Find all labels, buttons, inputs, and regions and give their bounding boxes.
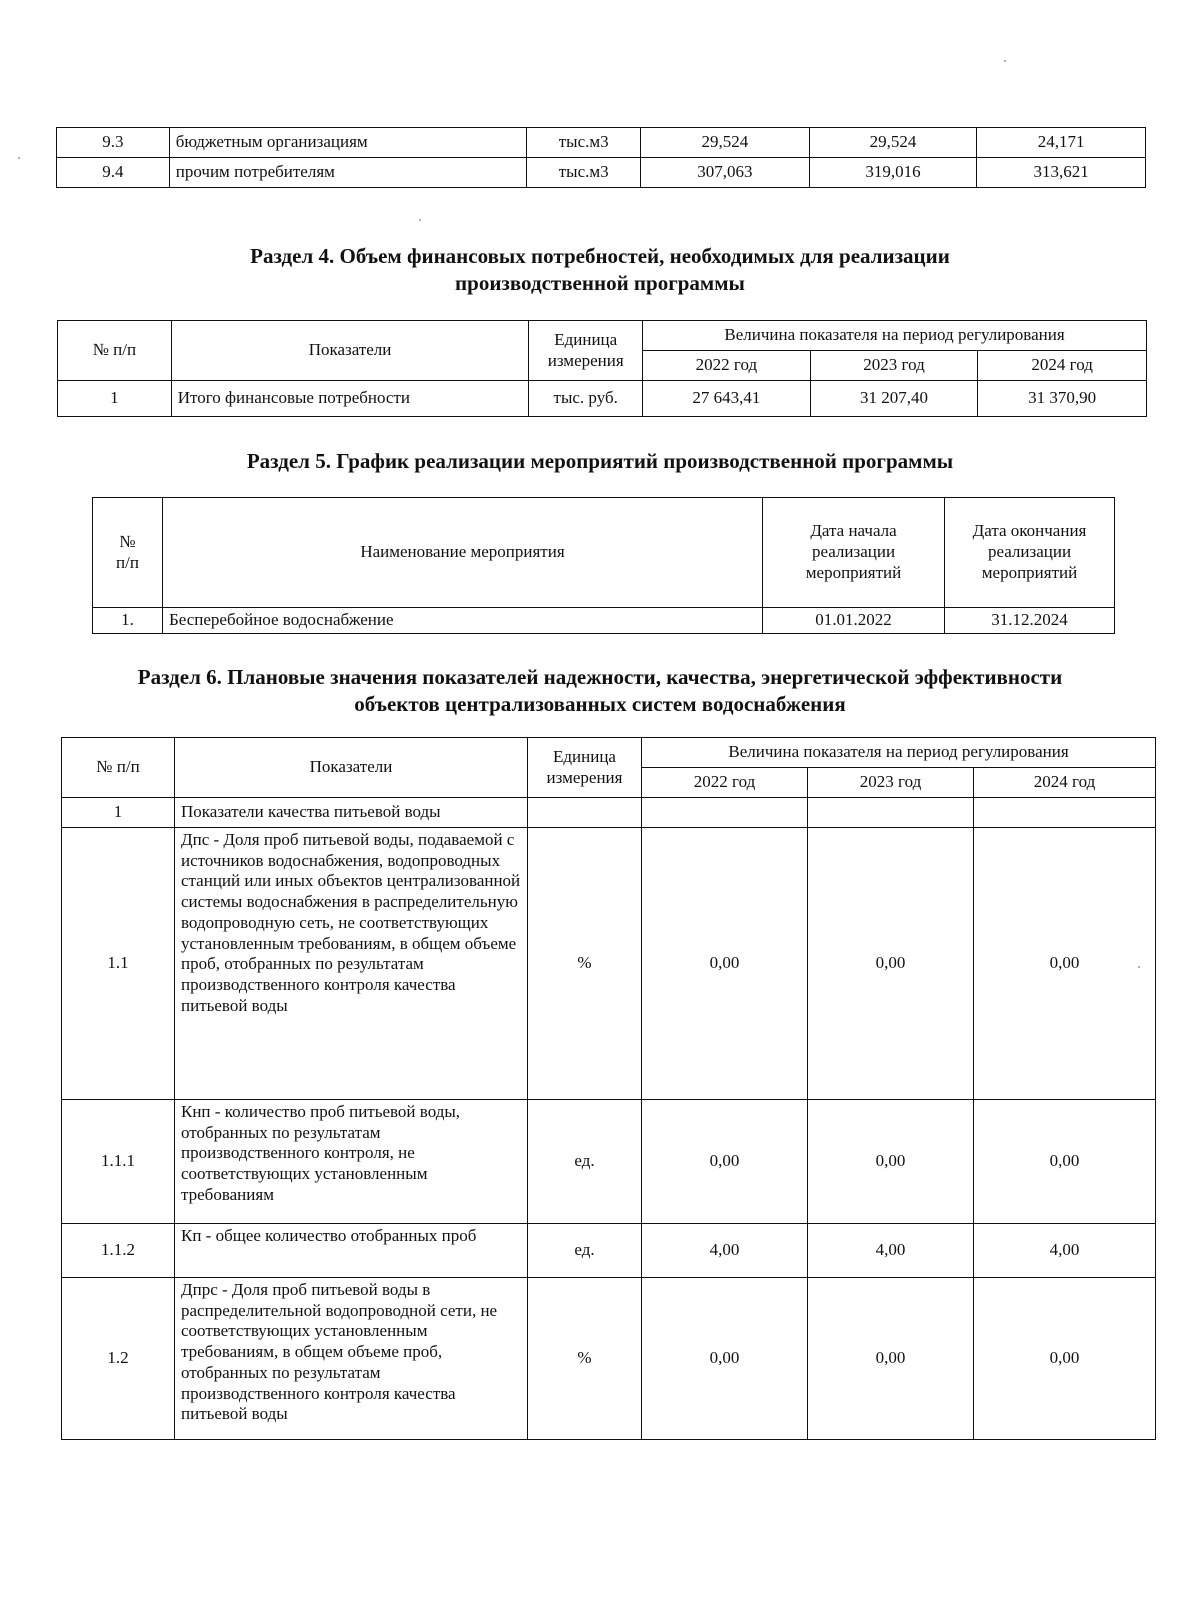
value-2024: 24,171 xyxy=(977,128,1146,158)
value-2022: 27 643,41 xyxy=(643,381,811,417)
header-row xyxy=(93,498,1115,608)
header-period: Величина показателя на период регулирования xyxy=(642,738,1156,768)
section4-title xyxy=(0,243,1200,297)
header-period: Величина показателя на период регулирования xyxy=(643,321,1147,351)
row-number: 1.1.2 xyxy=(62,1224,175,1278)
table-row xyxy=(57,158,1146,188)
row-name: Кнп - количество проб питьевой воды, отобранных по результатам производственного контроля, не соответствующих установленным требованиям xyxy=(175,1100,528,1224)
header-year-2023: 2023 год xyxy=(810,351,978,381)
row-number: 1.1.1 xyxy=(62,1100,175,1224)
scan-speck xyxy=(1004,60,1006,62)
value-2024: 0,00 xyxy=(974,828,1156,1100)
section5-table-block xyxy=(92,497,1115,634)
consumers-table-block xyxy=(56,127,1146,188)
section6-title-line2: объектов централизованных систем водоснабжения xyxy=(354,692,846,716)
row-name: Дпс - Доля проб питьевой воды, подаваемой с источников водоснабжения, водопроводных станций или иных объектов централизованной системы водоснабжения в распределительную водопроводную сеть, не соответствующих установленным требованиям, в общем объеме проб, отобранных по результатам производственного контроля качества питьевой воды xyxy=(175,828,528,1100)
value-2024: 4,00 xyxy=(974,1224,1156,1278)
table-row xyxy=(93,608,1115,634)
table-row xyxy=(62,1278,1156,1440)
header-year-2022: 2022 год xyxy=(642,768,808,798)
table-row xyxy=(57,128,1146,158)
value-2023: 0,00 xyxy=(808,828,974,1100)
row-unit: ед. xyxy=(528,1224,642,1278)
row-unit: тыс. руб. xyxy=(529,381,643,417)
table-row xyxy=(58,381,1147,417)
value-2023: 319,016 xyxy=(809,158,977,188)
row-unit: % xyxy=(528,828,642,1100)
header-num: № п/п xyxy=(58,321,172,381)
row-number: 1. xyxy=(93,608,163,634)
row-number: 1 xyxy=(62,798,175,828)
scan-speck xyxy=(18,157,20,159)
header-name: Наименование мероприятия xyxy=(163,498,763,608)
section6-title-line1: Раздел 6. Плановые значения показателей надежности, качества, энергетической эффективности xyxy=(137,665,1063,689)
header-num: № п/п xyxy=(93,498,163,608)
consumers-table xyxy=(56,127,1146,188)
header-year-2022: 2022 год xyxy=(643,351,811,381)
table-row xyxy=(62,1100,1156,1224)
header-year-2024: 2024 год xyxy=(978,351,1147,381)
table-row xyxy=(62,828,1156,1100)
value-2023: 29,524 xyxy=(809,128,977,158)
value-2023: 31 207,40 xyxy=(810,381,978,417)
row-unit: тыс.м3 xyxy=(527,128,641,158)
section5-title: Раздел 5. График реализации мероприятий производственной программы xyxy=(246,449,954,473)
end-date: 31.12.2024 xyxy=(945,608,1115,634)
row-unit: ед. xyxy=(528,1100,642,1224)
row-unit: % xyxy=(528,1278,642,1440)
value-2022: 0,00 xyxy=(642,828,808,1100)
row-name: бюджетным организациям xyxy=(169,128,527,158)
row-name: Показатели качества питьевой воды xyxy=(175,798,528,828)
header-year-2024: 2024 год xyxy=(974,768,1156,798)
value-2023: 0,00 xyxy=(808,1278,974,1440)
row-name: Кп - общее количество отобранных проб xyxy=(175,1224,528,1278)
section4-title-line1: Раздел 4. Объем финансовых потребностей, необходимых для реализации xyxy=(250,244,950,268)
header-year-2023: 2023 год xyxy=(808,768,974,798)
table-row xyxy=(62,1224,1156,1278)
quality-indicators-table xyxy=(61,737,1156,1440)
scan-speck xyxy=(419,219,421,221)
section4-table-block xyxy=(57,320,1147,417)
value-2022: 307,063 xyxy=(641,158,810,188)
row-name: Дпрс - Доля проб питьевой воды в распределительной водопроводной сети, не соответствующих установленным требованиям, в общем объеме проб, отобранных по результатам производственного контроля качества питьевой воды xyxy=(175,1278,528,1440)
start-date: 01.01.2022 xyxy=(763,608,945,634)
header-end-date: Дата окончания реализации мероприятий xyxy=(945,498,1115,608)
header-unit: Единица измерения xyxy=(528,738,642,798)
scan-speck xyxy=(1138,966,1140,968)
header-num: № п/п xyxy=(62,738,175,798)
value-2024: 31 370,90 xyxy=(978,381,1147,417)
value-2024 xyxy=(974,798,1156,828)
value-2023 xyxy=(808,798,974,828)
row-number: 9.3 xyxy=(57,128,170,158)
row-number: 1 xyxy=(58,381,172,417)
row-name: Итого финансовые потребности xyxy=(171,381,529,417)
value-2024: 313,621 xyxy=(977,158,1146,188)
value-2022: 4,00 xyxy=(642,1224,808,1278)
value-2023: 4,00 xyxy=(808,1224,974,1278)
value-2022: 29,524 xyxy=(641,128,810,158)
section6-table-block xyxy=(61,737,1156,1440)
section4-title-line2: производственной программы xyxy=(455,271,745,295)
header-row xyxy=(62,738,1156,768)
row-number: 1.2 xyxy=(62,1278,175,1440)
value-2024: 0,00 xyxy=(974,1100,1156,1224)
value-2022: 0,00 xyxy=(642,1278,808,1440)
row-unit xyxy=(528,798,642,828)
section6-title xyxy=(0,664,1200,718)
financial-needs-table xyxy=(57,320,1147,417)
row-unit: тыс.м3 xyxy=(527,158,641,188)
header-row xyxy=(58,321,1147,351)
row-number: 1.1 xyxy=(62,828,175,1100)
row-name: прочим потребителям xyxy=(169,158,527,188)
header-start-date: Дата начала реализации мероприятий xyxy=(763,498,945,608)
header-indicator: Показатели xyxy=(175,738,528,798)
header-unit: Единица измерения xyxy=(529,321,643,381)
value-2024: 0,00 xyxy=(974,1278,1156,1440)
row-number: 9.4 xyxy=(57,158,170,188)
row-name: Бесперебойное водоснабжение xyxy=(163,608,763,634)
header-indicator: Показатели xyxy=(171,321,529,381)
table-row xyxy=(62,798,1156,828)
value-2022: 0,00 xyxy=(642,1100,808,1224)
schedule-table xyxy=(92,497,1115,634)
value-2022 xyxy=(642,798,808,828)
value-2023: 0,00 xyxy=(808,1100,974,1224)
